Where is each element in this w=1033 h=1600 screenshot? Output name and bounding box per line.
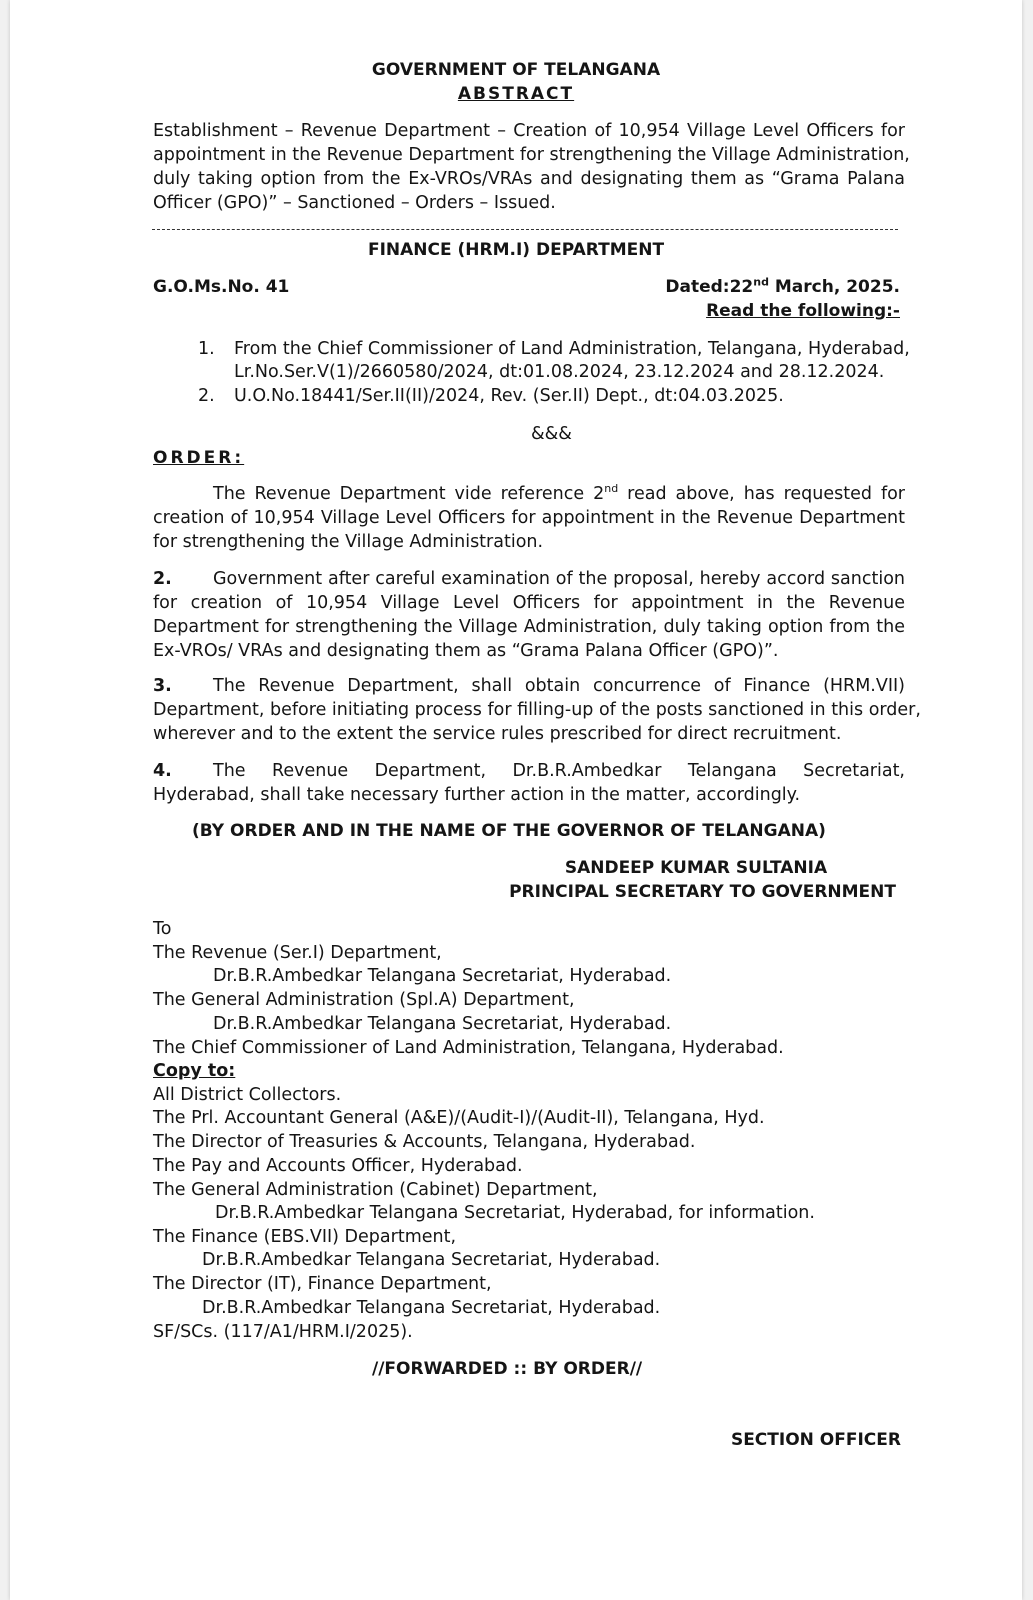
para1-line-2: creation of 10,954 Village Level Officers for appointment in the Revenue Department [153,508,905,528]
para4-number: 4. [153,761,172,781]
dashed-divider [152,229,898,230]
subject-line-3: duly taking option from the Ex-VROs/VRAs and designating them as “Grama Palana [153,169,905,189]
para1-line-1 [213,484,905,504]
para3-line-2: Department, before initiating process for filling-up of the posts sanctioned in this order, [153,700,921,720]
subject-line-4: Officer (GPO)” – Sanctioned – Orders – Issued. [153,193,556,213]
order-heading: ORDER: [153,448,245,468]
recipient-2: The General Administration (Spl.A) Department, [153,990,575,1010]
para1-line-1-a: The Revenue Department vide reference 2 [213,484,605,504]
copy-2: The Prl. Accountant General (A&E)/(Audit-I)/(Audit-II), Telangana, Hyd. [153,1108,765,1128]
copy-3: The Director of Treasuries & Accounts, Telangana, Hyderabad. [153,1132,696,1152]
para1-line-1-sup: nd [604,482,619,496]
document-page [10,0,1022,1600]
date-rest: March, 2025. [768,277,900,297]
copy-5-address: Dr.B.R.Ambedkar Telangana Secretariat, Hyderabad, for information. [215,1203,815,1223]
forwarded-by-order: //FORWARDED :: BY ORDER// [372,1359,643,1379]
reference-2-number: 2. [198,386,215,406]
para3-number: 3. [153,676,172,696]
subject-block [153,121,910,217]
para1-line-3: for strengthening the Village Administration. [153,532,544,552]
copy-6-address: Dr.B.R.Ambedkar Telangana Secretariat, Hyderabad. [202,1250,661,1270]
file-reference: SF/SCs. (117/A1/HRM.I/2025). [153,1322,413,1342]
go-date [665,277,900,297]
order-paragraph-4 [153,761,905,809]
read-following-label: Read the following:- [706,301,900,321]
order-paragraph-3 [153,676,921,748]
order-paragraph-2 [153,569,905,665]
section-officer-label: SECTION OFFICER [730,1430,901,1450]
abstract-heading: ABSTRACT [457,84,575,104]
copy-7: The Director (IT), Finance Department, [153,1274,492,1294]
reference-1-line-1: From the Chief Commissioner of Land Administration, Telangana, Hyderabad, [234,339,910,359]
reference-2-line-1: U.O.No.18441/Ser.II(II)/2024, Rev. (Ser.II) Dept., dt:04.03.2025. [234,386,784,406]
copy-to-label: Copy to: [153,1061,236,1081]
para4-line-2: Hyderabad, shall take necessary further action in the matter, accordingly. [153,785,801,805]
para2-line-2: for creation of 10,954 Village Level Officers for appointment in the Revenue [153,593,905,613]
copy-1: All District Collectors. [153,1085,342,1105]
para3-line-1: The Revenue Department, shall obtain concurrence of Finance (HRM.VII) [213,676,905,696]
separator-mark: &&& [531,424,572,444]
government-heading: GOVERNMENT OF TELANGANA [371,60,661,80]
recipient-3: The Chief Commissioner of Land Administration, Telangana, Hyderabad. [153,1038,784,1058]
date-suffix: nd [753,275,769,289]
subject-line-2: appointment in the Revenue Department for strengthening the Village Administration, [153,145,910,165]
copy-5: The General Administration (Cabinet) Department, [153,1180,598,1200]
go-number: G.O.Ms.No. 41 [153,277,290,297]
reference-1-number: 1. [198,339,215,359]
copy-4: The Pay and Accounts Officer, Hyderabad. [153,1156,523,1176]
department-heading: FINANCE (HRM.I) DEPARTMENT [367,240,665,260]
order-paragraph-1 [153,484,905,556]
date-prefix: Dated:22 [665,277,754,297]
para2-line-4: Ex-VROs/ VRAs and designating them as “Grama Palana Officer (GPO)”. [153,641,779,661]
signatory-title: PRINCIPAL SECRETARY TO GOVERNMENT [509,882,896,902]
copy-7-address: Dr.B.R.Ambedkar Telangana Secretariat, Hyderabad. [202,1298,661,1318]
to-label: To [153,919,172,939]
para2-number: 2. [153,569,172,589]
para3-line-3: wherever and to the extent the service rules prescribed for direct recruitment. [153,724,842,744]
para2-line-1: Government after careful examination of the proposal, hereby accord sanction [213,569,905,589]
recipient-1: The Revenue (Ser.I) Department, [153,943,442,963]
signatory-name: SANDEEP KUMAR SULTANIA [564,858,828,878]
para2-line-3: Department for strengthening the Village Administration, duly taking option from the [153,617,905,637]
subject-line-1: Establishment – Revenue Department – Creation of 10,954 Village Level Officers for [153,121,905,141]
recipient-1-address: Dr.B.R.Ambedkar Telangana Secretariat, Hyderabad. [213,966,672,986]
by-order-line: (BY ORDER AND IN THE NAME OF THE GOVERNOR OF TELANGANA) [192,821,826,841]
reference-1-line-2: Lr.No.Ser.V(1)/2660580/2024, dt:01.08.2024, 23.12.2024 and 28.12.2024. [234,362,885,382]
copy-6: The Finance (EBS.VII) Department, [153,1227,457,1247]
para4-line-1: The Revenue Department, Dr.B.R.Ambedkar Telangana Secretariat, [213,761,905,781]
para1-line-1-b: read above, has requested for [618,484,906,504]
recipient-2-address: Dr.B.R.Ambedkar Telangana Secretariat, Hyderabad. [213,1014,672,1034]
